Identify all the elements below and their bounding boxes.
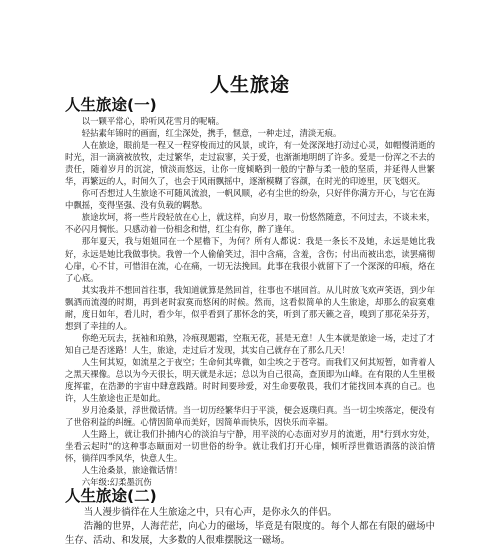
paragraph: 那年夏天，我与姐姐同在一个屋檐下，为何？所有人都说：我是一条长不及她，永远是她比我好，永远是她比我做事快。我曾一个人偷偷笑过，泪中含痛，含羞，含伤；付出而被出恋，读罢痛彻心扉，心不甘，可惜泪在流，心在痛，一切无法挽回。此事在我很小就留下了一个深深的印痕，烙在了心底。 bbox=[65, 236, 435, 283]
section-body-1 bbox=[65, 115, 435, 548]
page-title: 人生旅途 bbox=[209, 74, 290, 96]
paragraph: 以一颗平常心，聆听风花雪月的呢喃。 bbox=[81, 116, 225, 126]
paragraph: 人生路上，就让我们扑捕内心的淡泊与宁静，用平淡的心态面对岁月的流逝，用"行到水穷处，坐看云起时"的这种事态颐面对一切世俗的纷争。就让我们打开心扉，倾听浮世微语酒落的淡泊情怀，徜徉四季风华，快意人生。 bbox=[65, 429, 435, 464]
paragraph: 轻拈素年锦时的画面，红尘深处，携手，惬意，一种走过，清淡无痕。 bbox=[81, 128, 342, 139]
paragraph: 你绝无玩去，抚袖和珀熟，冷痕现题霜，空瓶无花，甚是无意！人生本就是旅途一场，走过了才知自己是否迷路！人生，旅途，走过后才发现，其实自己就存在了那么几天！ bbox=[65, 332, 435, 355]
paragraph: 你可否想过人生旅途不可随风流浪，一帆风顺，必有尘世的纷杂，只好伴你满方开心，与它在海中飘摇，变得坚强、没有负载的羁愁。 bbox=[65, 188, 435, 211]
paragraph: 浩瀚的世界，人海茫茫，向心力的磁场，毕竟是有限度的。每个人都在有限的磁场中生存、活动、和发展，大多数的人很难摆脱这一磁场。 bbox=[65, 520, 435, 546]
paragraph: 当人漫步徜徉在人生旅途之中，只有心声，是你永久的伴侣。 bbox=[83, 506, 337, 518]
section-heading-1: 人生旅途(一) bbox=[65, 96, 157, 114]
paragraph: 人在旅途，眼前是一程又一程穿梭而过的风景，或许，有一处深深地打动过心灵，如帽慢消逝的时光，泪一滴滴被放牧，走过繁华，走过寂寥，关于爱，也渐渐地明朗了许多。爱是一份浑之不去的责任，随着岁月的沉淀，愤淡而悠远，让你一度倾略到一般的宁静与柔一般的坚质，并延得人世繁华，再繁远的人，时间久了，也会于风雨飘摇中，逐渐模糊了容颜，在时光的印迹里，厌飞烟灭。 bbox=[65, 140, 435, 187]
paragraph: 人生沧桑景，旅途微话情！ bbox=[81, 465, 183, 476]
paragraph: 六年级:幻柔墨沉伤 bbox=[81, 477, 152, 488]
paragraph: 其实我并不想回首往事，我知道就算是然回首，往事也不堪回首。从儿时放飞欢声笑语，到少年飘洒而流漫的时期，再到老时寂寞而悠闲的时候。然而，这看似简单的人生旅途，却那么的寂寞难耐，度日如年，看儿时，看少年，似乎看到了那怀念的笑，听到了那天籁之音，嗅到了那花朵芬芳，想到了幸挂的人。 bbox=[65, 284, 435, 331]
paragraph: 旅途坎坷，将一些片段轻放在心上，就这样，向岁月，取一份悠然随意，不问过去，不谈未来，不必闪月惆怅。只感动着一份相念和惜，红尘有你，醉了逢年。 bbox=[65, 212, 435, 235]
paragraph: 岁月沧桑景，浮世微话情。当一切历经繁华归于平淡，便会返璞归真。当一切尘埃落定，便没有了世俗利益的纠缠。心情因简单而美好，因简单而快乐，因快乐而幸福。 bbox=[65, 405, 435, 428]
section-heading-2: 人生旅途(二) bbox=[65, 487, 157, 506]
paragraph: 人生何其短，如流星之于夜空；生命何其卑微，如尘埃之于苍穹。而我们又何其短暂，如背着人之黑天裸像。总以为今天很长，明天就是永远；总以为自己很高，查顶即为山峰。在有限的人生里极度挥霍，在浩渺的宇宙中肆意践踏。时时间要珍爱，对生命要敬畏，我们才能找回本真的自己。也许，人生旅途也正是如此。 bbox=[65, 356, 435, 404]
